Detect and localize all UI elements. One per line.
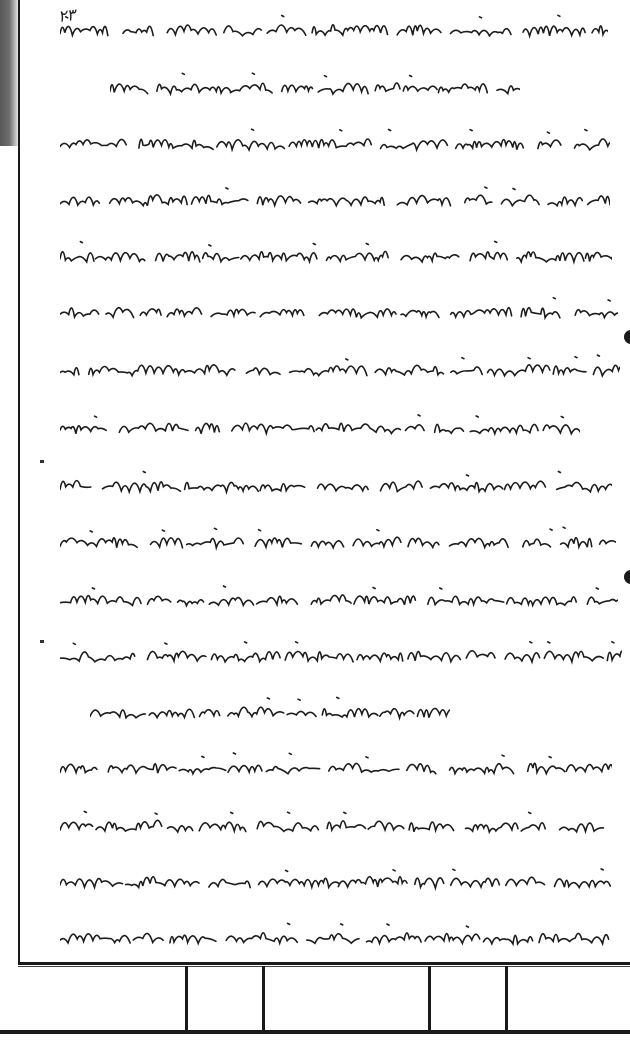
handwritten-line xyxy=(60,180,610,214)
handwritten-line xyxy=(60,350,620,384)
scan-edge-shadow xyxy=(0,0,20,146)
handwritten-line xyxy=(60,636,622,670)
handwritten-line xyxy=(60,10,608,44)
handwritten-line xyxy=(60,236,612,270)
handwritten-line xyxy=(60,748,612,782)
bottom-rule xyxy=(18,962,630,965)
margin-tick xyxy=(40,460,44,463)
handwritten-line xyxy=(60,806,612,840)
footer-band xyxy=(0,1030,630,1034)
handwritten-line xyxy=(90,692,450,726)
handwritten-line xyxy=(60,522,616,556)
handwritten-line xyxy=(60,918,620,952)
page-number: ۲۳ xyxy=(56,4,77,27)
margin-tick xyxy=(40,640,44,643)
handwritten-line xyxy=(60,466,612,500)
handwritten-line xyxy=(60,580,618,614)
footer-divider xyxy=(185,966,188,1032)
footer-divider xyxy=(428,966,431,1032)
footer-divider xyxy=(262,966,265,1032)
punch-hole-mark xyxy=(624,570,630,584)
punch-hole-mark xyxy=(624,330,630,344)
bottom-rule-thin xyxy=(18,966,630,967)
handwritten-line xyxy=(110,68,520,102)
handwritten-line xyxy=(60,862,616,896)
handwritten-line xyxy=(60,292,618,326)
handwritten-line xyxy=(60,408,580,442)
footer-divider xyxy=(505,966,508,1032)
left-margin-rule xyxy=(18,0,20,965)
handwritten-line xyxy=(60,124,610,158)
